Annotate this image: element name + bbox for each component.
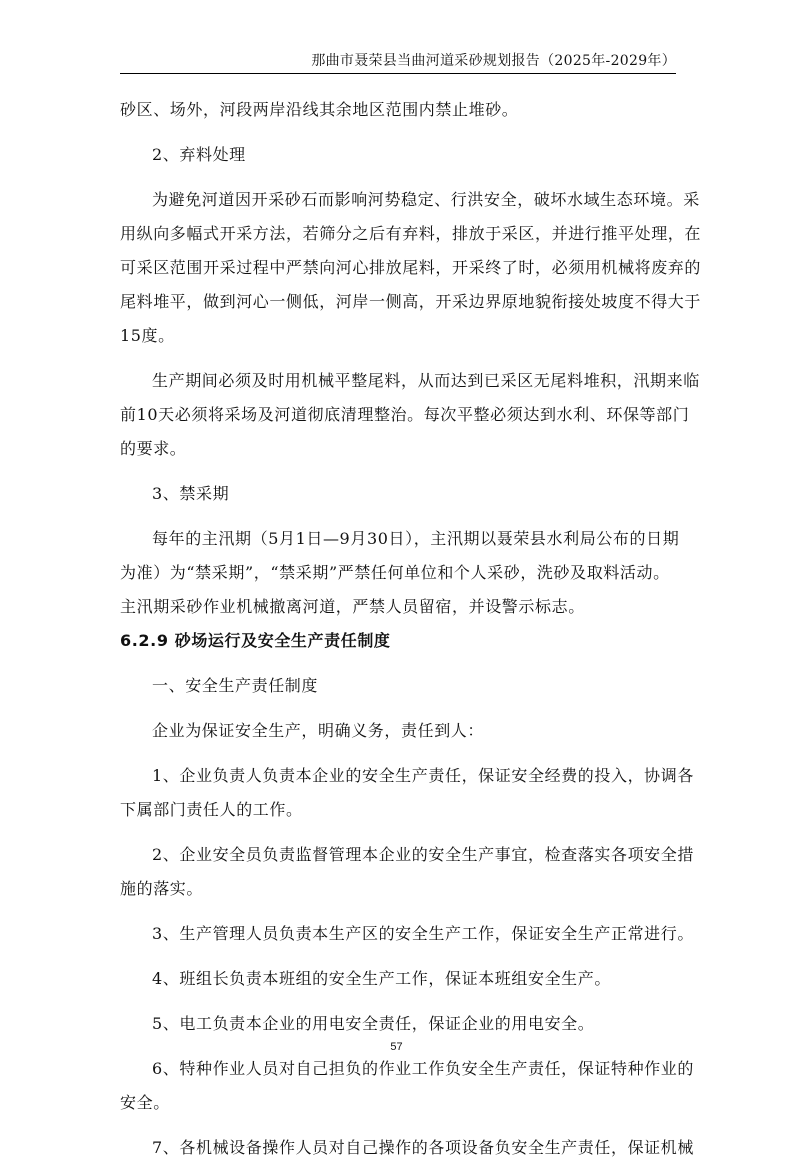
section-heading: 6.2.9 砂场运行及安全生产责任制度 <box>120 631 391 650</box>
text-line: 可采区范围开采过程中严禁向河心排放尾料，开采终了时，必须用机械将废弃的 <box>120 258 702 277</box>
list-item-line: 2、企业安全员负责监督管理本企业的安全生产事宜，检查落实各项安全措 <box>152 845 694 864</box>
list-item-line: 7、各机械设备操作人员对自己操作的各项设备负安全生产责任，保证机械 <box>152 1138 694 1157</box>
list-item-line: 安全。 <box>120 1093 170 1112</box>
subheading: 一、安全生产责任制度 <box>152 676 319 695</box>
page-content <box>120 93 702 1165</box>
list-item-line: 6、特种作业人员对自己担负的作业工作负安全生产责任，保证特种作业的 <box>152 1059 694 1078</box>
text-line: 每年的主汛期（5月1日—9月30日），主汛期以聂荣县水利局公布的日期 <box>152 529 680 548</box>
text-line: 生产期间必须及时用机械平整尾料，从而达到已采区无尾料堆积，汛期来临 <box>152 371 700 390</box>
text-line: 为准）为“禁采期”，“禁采期”严禁任何单位和个人采砂，洗砂及取料活动。 <box>120 563 670 582</box>
page-number: 57 <box>390 1041 403 1053</box>
text-line: 主汛期采砂作业机械撤离河道，严禁人员留宿，并设警示标志。 <box>120 597 585 616</box>
subsection-heading-qiliao: 2、弃料处理 <box>152 145 246 164</box>
list-item-line: 1、企业负责人负责本企业的安全生产责任，保证安全经费的投入，协调各 <box>152 766 694 785</box>
list-item-line: 下属部门责任人的工作。 <box>120 800 303 819</box>
list-item-line: 4、班组长负责本班组的安全生产工作，保证本班组安全生产。 <box>152 969 611 988</box>
running-header: 那曲市聂荣县当曲河道采砂规划报告（2025年-2029年） <box>311 53 676 69</box>
list-item-line: 施的落实。 <box>120 879 204 898</box>
text-line: 15度。 <box>120 326 175 345</box>
text-line: 前10天必须将采场及河道彻底清理整治。每次平整必须达到水利、环保等部门 <box>120 405 690 424</box>
header-rule <box>120 73 676 74</box>
text-line: 的要求。 <box>120 439 187 458</box>
list-item-line: 3、生产管理人员负责本生产区的安全生产工作，保证安全生产正常进行。 <box>152 924 694 943</box>
text-line: 为避免河道因开采砂石而影响河势稳定、行洪安全，破坏水域生态环境。采 <box>152 190 700 209</box>
text-line: 用纵向多幅式开采方法，若筛分之后有弃料，排放于采区，并进行推平处理，在 <box>120 224 702 243</box>
list-item-line: 5、电工负责本企业的用电安全责任，保证企业的用电安全。 <box>152 1014 595 1033</box>
intro-line: 企业为保证安全生产，明确义务，责任到人： <box>152 721 485 740</box>
text-line: 尾料堆平，做到河心一侧低，河岸一侧高，开采边界原地貌衔接处坡度不得大于 <box>120 292 702 311</box>
text-line: 砂区、场外，河段两岸沿线其余地区范围内禁止堆砂。 <box>120 100 519 119</box>
subsection-heading-jincai: 3、禁采期 <box>152 484 230 503</box>
